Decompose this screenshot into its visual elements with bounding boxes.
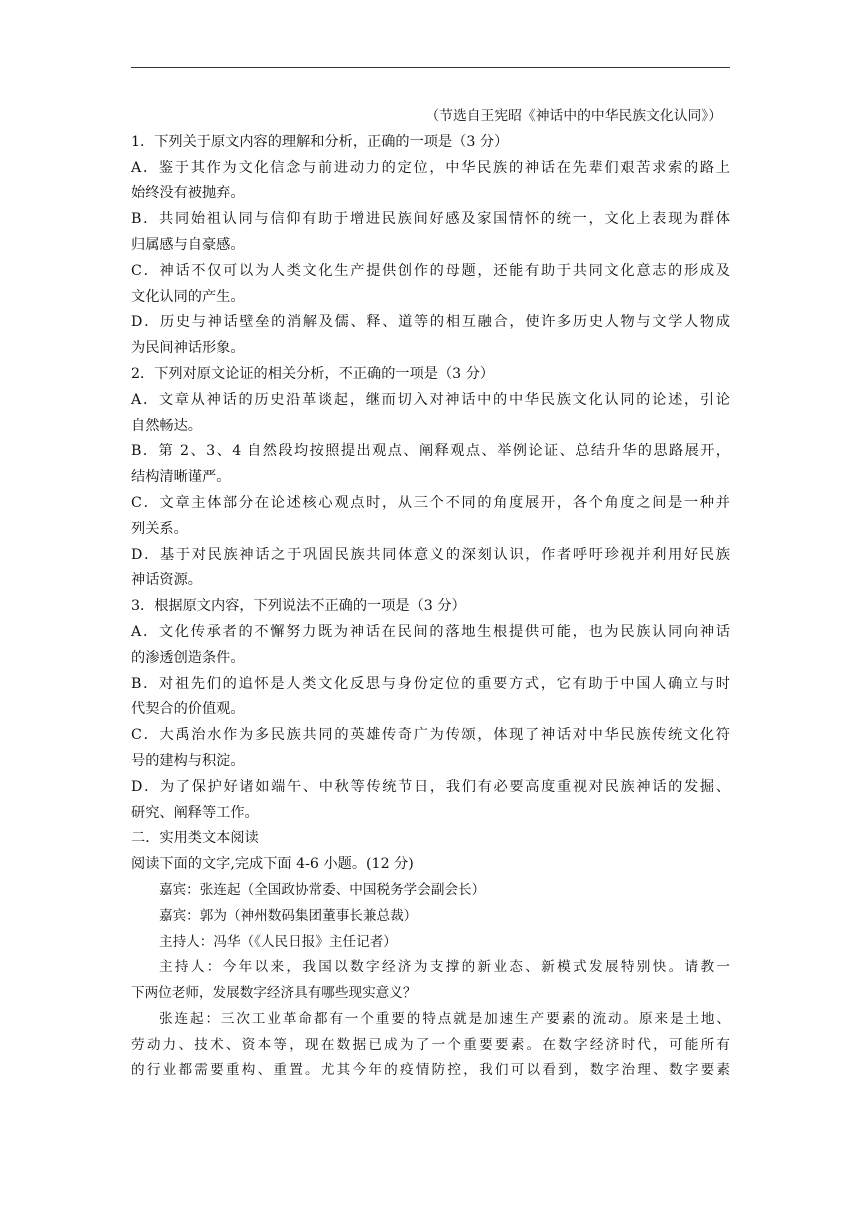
option-1b-line-1: B．共同始祖认同与信仰有助于增进民族间好感及家国情怀的统一，文化上表现为群体 <box>131 211 730 228</box>
option-1b-line-2: 归属感与自豪感。 <box>131 236 245 253</box>
option-2b-line-2: 结构清晰谨严。 <box>131 469 231 486</box>
option-3c-line-1: C．大禹治水作为多民族共同的英雄传奇广为传颂，体现了神话对中华民族传统文化符 <box>131 727 730 744</box>
option-1c-line-2: 文化认同的产生。 <box>131 288 245 305</box>
option-3b-line-2: 代契合的价值观。 <box>131 701 245 718</box>
option-1d-line-1: D．历史与神话壁垒的消解及儒、释、道等的相互融合，使许多历史人物与文学人物成 <box>131 314 730 331</box>
host-question-line-1: 主持人：今年以来，我国以数字经济为支撑的新业态、新模式发展特别快。请教一 <box>159 959 730 976</box>
host-question-line-2: 下两位老师，发展数字经济具有哪些现实意义？ <box>131 985 417 1002</box>
option-3c-line-2: 号的建构与积淀。 <box>131 752 245 769</box>
host: 主持人：冯华（《人民日报》主任记者） <box>159 933 397 950</box>
document-page <box>131 104 730 1084</box>
header-rule <box>131 67 730 68</box>
option-1a-line-2: 始终没有被抛弃。 <box>131 185 245 202</box>
source-citation: （节选自王宪昭《神话中的中华民族文化认同》） <box>425 108 722 124</box>
option-3d-line-2: 研究、阐释等工作。 <box>131 804 259 821</box>
option-3a-line-2: 的渗透创造条件。 <box>131 649 245 666</box>
option-3d-line-1: D．为了保护好诸如端午、中秋等传统节日，我们有必要高度重视对民族神话的发掘、 <box>131 778 730 795</box>
answer-line-1: 张连起：三次工业革命都有一个重要的特点就是加速生产要素的流动。原来是土地、 <box>159 1010 730 1027</box>
option-1c-line-1: C．神话不仅可以为人类文化生产提供创作的母题，还能有助于共同文化意志的形成及 <box>131 262 730 279</box>
section-heading: 二．实用类文本阅读 <box>131 830 259 847</box>
answer-line-3: 的行业都需要重构、重置。尤其今年的疫情防控，我们可以看到，数字治理、数字要素 <box>131 1062 730 1079</box>
option-2d-line-2: 神话资源。 <box>131 572 202 589</box>
question-3-stem: 3．根据原文内容，下列说法不正确的一项是（3 分） <box>131 598 466 615</box>
option-1a-line-1: A．鉴于其作为文化信念与前进动力的定位，中华民族的神话在先辈们艰苦求索的路上 <box>131 159 730 176</box>
question-2-stem: 2．下列对原文论证的相关分析，不正确的一项是（3 分） <box>131 365 495 382</box>
option-2a-line-2: 自然畅达。 <box>131 417 202 434</box>
question-1-stem: 1．下列关于原文内容的理解和分析，正确的一项是（3 分） <box>131 133 509 150</box>
option-2a-line-1: A．文章从神话的历史沿革谈起，继而切入对神话中的中华民族文化认同的论述，引论 <box>131 391 730 408</box>
answer-line-2: 劳动力、技术、资本等，现在数据已成为了一个重要要素。在数字经济时代，可能所有 <box>131 1036 730 1053</box>
option-1d-line-2: 为民间神话形象。 <box>131 340 245 357</box>
guest-2: 嘉宾：郭为（神州数码集团董事长兼总裁） <box>159 907 418 924</box>
option-2b-line-1: B．第 2、3、4 自然段均按照提出观点、阐释观点、举例论证、总结升华的思路展开， <box>131 443 730 460</box>
option-2d-line-1: D．基于对民族神话之于巩固民族共同体意义的深刻认识，作者呼吁珍视并利用好民族 <box>131 546 730 563</box>
option-3b-line-1: B．对祖先们的追怀是人类文化反思与身份定位的重要方式，它有助于中国人确立与时 <box>131 675 730 692</box>
option-2c-line-1: C．文章主体部分在论述核心观点时，从三个不同的角度展开，各个角度之间是一种并 <box>131 494 730 511</box>
option-3a-line-1: A．文化传承者的不懈努力既为神话在民间的落地生根提供可能，也为民族认同向神话 <box>131 623 730 640</box>
reading-instruction: 阅读下面的文字,完成下面 4-6 小题。(12 分) <box>131 856 414 873</box>
option-2c-line-2: 列关系。 <box>131 520 188 537</box>
guest-1: 嘉宾：张连起（全国政协常委、中国税务学会副会长） <box>159 881 486 898</box>
